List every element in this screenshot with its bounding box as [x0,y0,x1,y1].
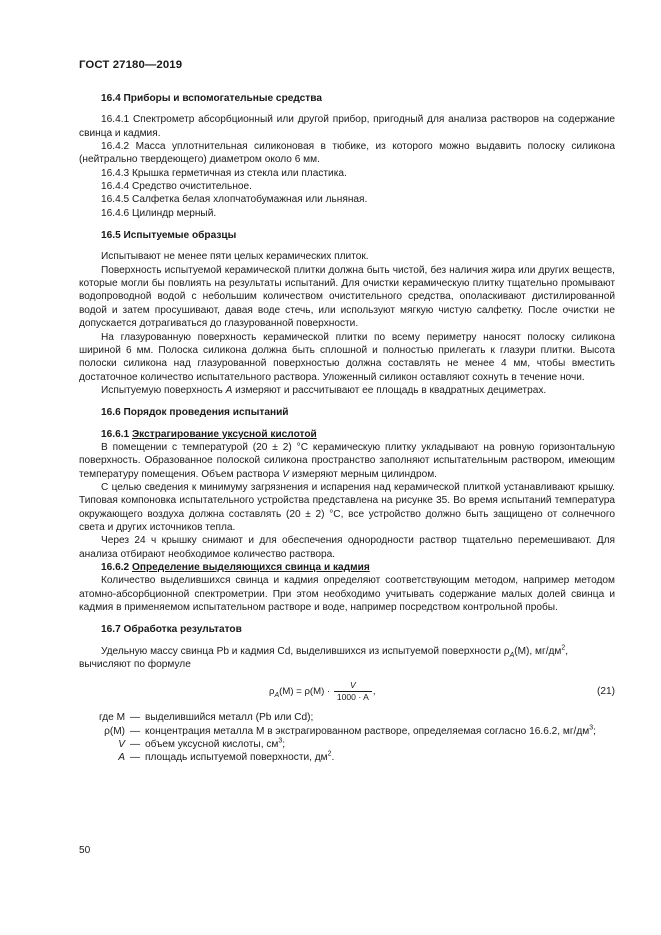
fraction-numerator: V [334,680,372,692]
paragraph-16-4-1: 16.4.1 Спектрометр абсорбционный или другой прибор, пригодный для анализа растворов на содержание свинца и кадмия. [79,114,615,139]
section-title-16-7: 16.7 Обработка результатов [101,624,242,636]
section-title-16-6: 16.6 Порядок проведения испытаний [101,407,289,419]
subsection-title-16-6-2: 16.6.2 Определение выделяющихся свинца и кадмия [101,562,370,573]
paragraph-16-6-1-c: Через 24 ч крышку снимают и для обеспечения однородности раствор тщательно перемешивают. Для анализа отбирают необходимое количество раствора. [79,535,615,560]
page-number: 50 [79,845,91,856]
document-code-header: ГОСТ 27180—2019 [79,59,183,71]
definition-row: где M — выделившийся металл (Pb или Cd); [98,712,314,724]
section-title-16-4: 16.4 Приборы и вспомогательные средства [101,93,322,104]
formula-number: (21) [596,686,615,698]
formula-21 [79,673,615,707]
formula-fraction [334,680,372,703]
paragraph-16-5-a: Испытывают не менее пяти целых керамических плиток. [101,251,369,263]
definition-row: ρ(M) — концентрация металла М в экстрагированном растворе, определяемая согласно 16.6.2, $мг/дм^3$; [104,724,596,737]
paragraph-16-4-2: 16.4.2 Масса уплотнительная силиконовая в тюбике, из которого можно выдавить полоску силикона (нейтрально твердеющего) диаметром около 6 мм. [79,141,615,166]
definition-row: V — объем уксусной кислоты, $см^3$; [118,737,286,751]
paragraph-16-4-6: 16.4.6 Цилиндр мерный. [101,207,217,219]
paragraph-16-5-b: Поверхность испытуемой керамической плитки должна быть чистой, без наличия жира или других веществ, которые могли бы повлиять на результаты испытаний. Для очистки керамическую плитку тщательно промывают водопроводной водой с небольшим количеством очистительного средства, ополаскивают дистилированной водой и затем просушивают, давая воде стечь, или используют мягкую чистую салфетку. После очистки не допускается дотрагиваться до глазурованной поверхности. [79,264,615,330]
variable-definitions [79,711,615,764]
paragraph-16-6-2: Количество выделившихся свинца и кадмия определяют соответствующим методом, например методом атомно-абсорбционной спектрометрии. При этом необходимо учитывать содержание малых долей свинца и кадмия в применяемом испытательном растворе и воде, например посредством контрольной пробы. [79,575,615,614]
paragraph-16-6-1-a: В помещении с температурой (20 ± 2) °С керамическую плитку укладывают на ровную горизонтальную поверхность. Образованное полоской силикона пространство заполняют испытательным раствором, имеющим температуру помещения. Объем раствора V измеряют мерным цилиндром. [79,441,615,480]
paragraph-16-7: Удельную массу свинца Pb и кадмия Cd, выделившихся из испытуемой поверхности $\rho_A(M)$, $мг/дм^2$, вычисляют по формуле [79,644,569,671]
paragraph-16-5-d: Испытуемую поверхность A измеряют и рассчитывают ее площадь в квадратных дециметрах. [101,384,547,396]
formula-expression: $\rho_A(M) = \rho(M)$ · $\frac{V}{1000 \cdot A}$ , [269,680,376,703]
paragraph-16-4-5: 16.4.5 Салфетка белая хлопчатобумажная или льняная. [101,194,368,206]
paragraph-16-6-1-b: С целью сведения к минимуму загрязнения и испарения над керамической плиткой устанавливают крышку. Типовая компоновка испытательного устройства представлена на рисунке 35. Во время испытаний температура окружающего воздуха должна составлять (20 ± 2) °С, все устройство должно быть защищено от солнечного света и других источников тепла. [79,481,615,533]
paragraph-16-5-c: На глазурованную поверхность керамической плитки по всему периметру наносят полоску силикона шириной 6 мм. Полоска силикона должна быть сплошной и полностью прилегать к глазури плитки. Высота полоски силикона над глазурованной поверхностью должна составлять не менее 4 мм, чтобы вместить достаточное количество испытательного раствора. Уложенный силикон оставляют сохнуть в течение ночи. [79,331,615,383]
definition-row: A — площадь испытуемой поверхности, $дм^2$. [118,751,335,764]
section-title-16-5: 16.5 Испытуемые образцы [101,230,237,242]
subsection-title-16-6-1: 16.6.1 Экстрагирование уксусной кислотой [101,428,317,440]
paragraph-16-4-3: 16.4.3 Крышка герметичная из стекла или пластика. [101,167,347,179]
fraction-denominator: 1000 · A [336,692,369,703]
paragraph-16-4-4: 16.4.4 Средство очистительное. [101,181,252,193]
document-body [79,92,615,765]
